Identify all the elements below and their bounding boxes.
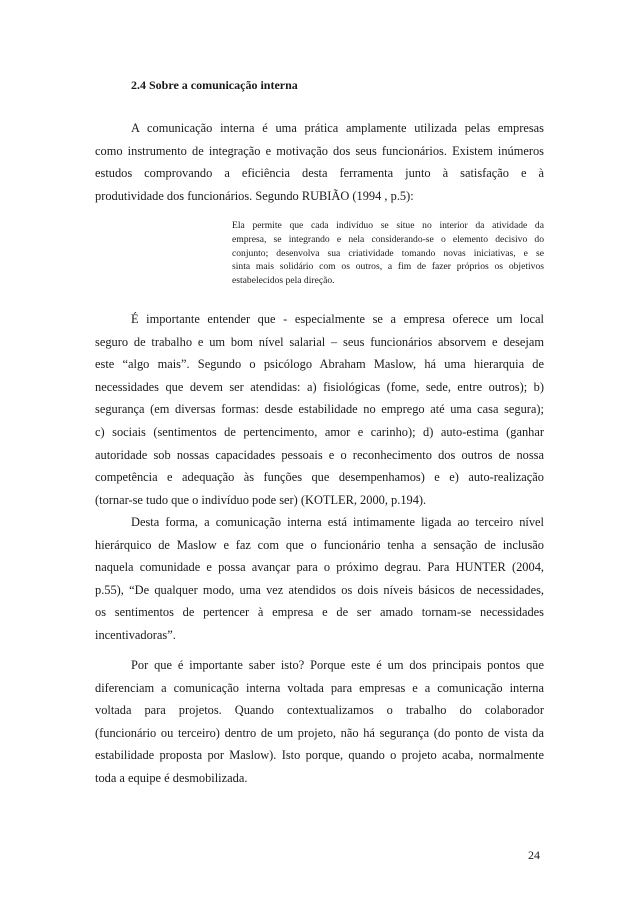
page-number: 24 (528, 848, 540, 862)
quote-line: conjunto; desenvolva sua criatividade tomando novas iniciativas, e se (232, 247, 544, 259)
paragraph-3-line: hierárquico de Maslow e faz com que o funcionário tenha a sensação de inclusão (95, 537, 544, 552)
paragraph-4-line: Por que é importante saber isto? Porque este é um dos principais pontos que (131, 658, 544, 672)
quote-line: Ela permite que cada indivíduo se situe no interior da atividade da (232, 220, 544, 231)
paragraph-2 (95, 308, 544, 511)
quote-line: estabelecidos pela direção. (232, 275, 335, 287)
paragraph-2-line: este “algo mais”. Segundo o psicólogo Abraham Maslow, há uma hierarquia de (95, 357, 544, 372)
paragraph-4-line: diferenciam a comunicação interna voltada para empresas e a comunicação interna (95, 680, 544, 695)
paragraph-3-line: naquela comunidade e possa avançar para o próximo degrau. Para HUNTER (2004, (95, 560, 544, 575)
paragraph-1-line: A comunicação interna é uma prática amplamente utilizada pelas empresas (131, 121, 544, 135)
paragraph-4-line: estabilidade proposta por Maslow). Isto porque, quando o projeto acaba, normalmente (95, 748, 544, 763)
paragraph-3-line: os sentimentos de pertencer à empresa e de ser amado tornam-se necessidades (95, 605, 544, 620)
section-heading: 2.4 Sobre a comunicação interna (131, 78, 298, 92)
paragraph-2-line: seguro de trabalho e um bom nível salarial – seus funcionários absorvem e desejam (95, 334, 544, 349)
paragraph-4 (95, 654, 544, 790)
paragraph-1-line: como instrumento de integração e motivação dos seus funcionários. Existem inúmeros (95, 143, 544, 158)
paragraph-1-line: produtividade dos funcionários. Segundo RUBIÃO (1994 , p.5): (95, 188, 414, 203)
paragraph-3-line: p.55), “De qualquer modo, uma vez atendidos os dois níveis básicos de necessidades, (95, 582, 544, 597)
quote-line: empresa, se integrando e nela considerando-se o elemento decisivo do (232, 233, 544, 245)
paragraph-3 (95, 511, 544, 647)
block-quote (232, 219, 544, 288)
paragraph-2-line: necessidades que devem ser atendidas: a) fisiológicas (fome, sede, entre outros); b) (95, 379, 544, 394)
paragraph-2-line: (tornar-se tudo que o indivíduo pode ser) (KOTLER, 2000, p.194). (95, 492, 427, 507)
quote-line: sinta mais solidário com os outros, a fim de fazer próprios os objetivos (232, 261, 544, 273)
paragraph-4-line: voltada para projetos. Quando contextualizamos o trabalho do colaborador (95, 703, 544, 718)
paragraph-4-line: (funcionário ou terceiro) dentro de um projeto, não há segurança (do ponto de vista da (95, 725, 544, 740)
paragraph-2-line: segurança (em diversas formas: desde estabilidade no emprego até uma casa segura); (95, 402, 544, 417)
paragraph-2-line: competência e adequação às funções que desempenhamos) e e) auto-realização (95, 470, 544, 485)
paragraph-1 (95, 117, 544, 207)
paragraph-3-line: Desta forma, a comunicação interna está intimamente ligada ao terceiro nível (131, 515, 544, 529)
paragraph-2-line: c) sociais (sentimentos de pertencimento, amor e carinho); d) auto-estima (ganhar (95, 424, 544, 439)
paragraph-2-line: autoridade sob nossas capacidades pessoais e o reconhecimento dos outros de nossa (95, 447, 544, 462)
paragraph-4-line: toda a equipe é desmobilizada. (95, 770, 248, 785)
paragraph-3-line: incentivadoras”. (95, 627, 176, 642)
paragraph-1-line: estudos comprovando a eficiência desta ferramenta junto à satisfação e à (95, 166, 544, 181)
paragraph-2-line: É importante entender que - especialmente se a empresa oferece um local (131, 312, 544, 326)
